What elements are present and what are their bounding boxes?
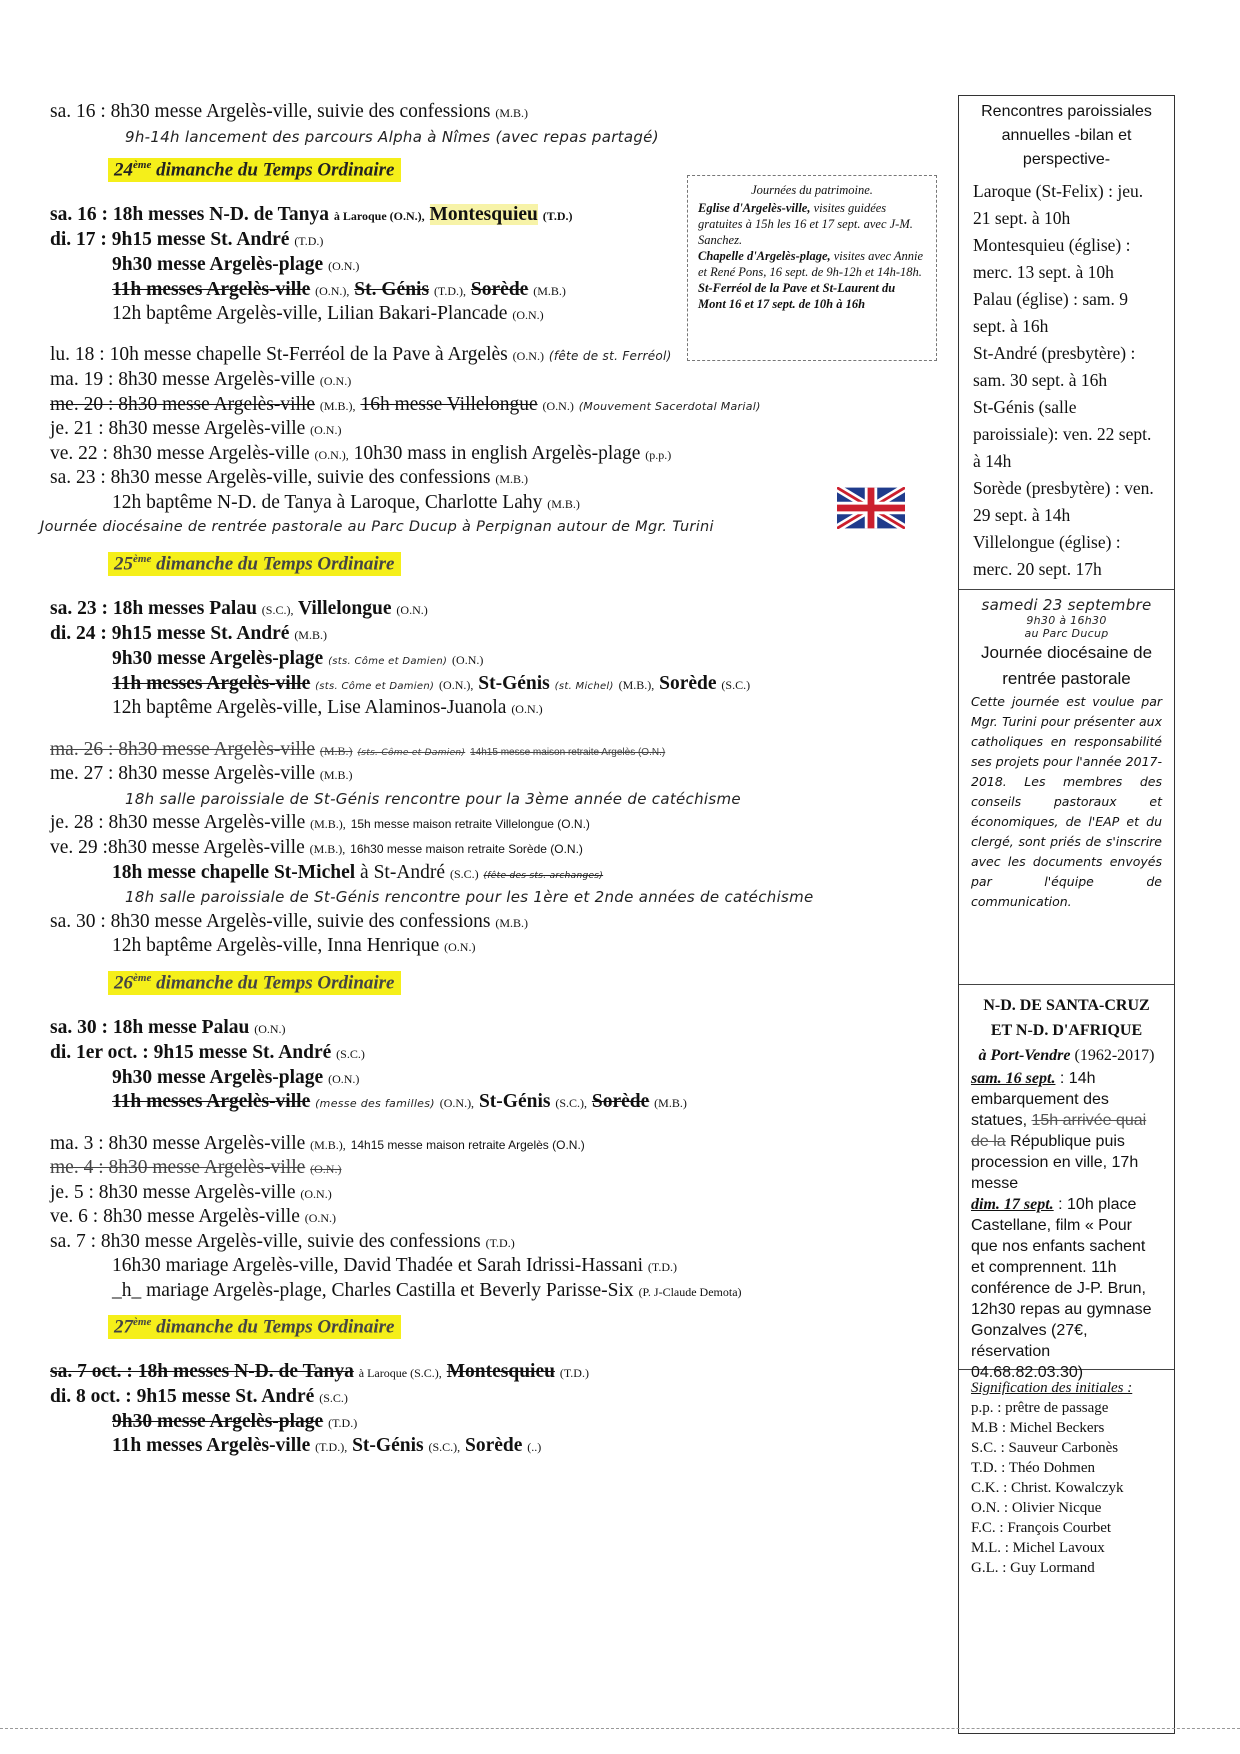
line-di24-ville: 11h messes Argelès-ville (sts. Côme et Damien) (O.N.), St-Génis (st. Michel) (M.B.), Sorède (S.C.) xyxy=(112,673,751,694)
line-sa23-evening: sa. 23 : 18h messes Palau (S.C.), Villelongue (O.N.) xyxy=(50,598,428,619)
line-sa30-evening: sa. 30 : 18h messe Palau (O.N.) xyxy=(50,1017,286,1038)
line-di8: di. 8 oct. : 9h15 messe St. André (S.C.) xyxy=(50,1386,348,1407)
line-me20: me. 20 : 8h30 messe Argelès-ville (M.B.), 16h messe Villelongue (O.N.) (Mouvement Sacerdotal Marial) xyxy=(50,394,761,415)
line-di17: di. 17 : 9h15 messe St. André (T.D.) xyxy=(50,229,324,250)
journee-title: Journée diocésaine de rentrée pastorale xyxy=(980,643,1153,688)
line-lu18: lu. 18 : 10h messe chapelle St-Ferréol de la Pave à Argelès (O.N.) (fête de st. Ferréol) xyxy=(50,344,672,365)
rencontre-villelongue: Villelongue (église) : merc. 20 sept. 17h xyxy=(973,532,1121,579)
sunday-26-heading: 26ème dimanche du Temps Ordinaire xyxy=(108,971,401,995)
initial-sc: S.C. : Sauveur Carbonès xyxy=(971,1440,1119,1456)
line-je5: je. 5 : 8h30 messe Argelès-ville (O.N.) xyxy=(50,1182,332,1203)
rencontre-laroque: Laroque (St-Felix) : jeu. 21 sept. à 10h xyxy=(973,181,1144,228)
line-ve22: ve. 22 : 8h30 messe Argelès-ville (O.N.), 10h30 mass in english Argelès-plage (p.p.) xyxy=(50,443,672,464)
initials-box xyxy=(959,1370,1174,1733)
santa-cruz-title-1: N-D. DE SANTA-CRUZ xyxy=(983,997,1150,1014)
santa-cruz-place: à Port-Vendre (1962-2017) xyxy=(978,1047,1155,1064)
line-sa7: sa. 7 : 8h30 messe Argelès-ville, suivie des confessions (T.D.) xyxy=(50,1231,515,1252)
rencontre-montesquieu: Montesquieu (église) : merc. 13 sept. à 10h xyxy=(973,235,1131,282)
rencontre-sorede: Sorède (presbytère) : ven. 29 sept. à 14h xyxy=(973,478,1154,525)
line-ma19: ma. 19 : 8h30 messe Argelès-ville (O.N.) xyxy=(50,369,352,390)
line-di17-ville: 11h messes Argelès-ville (O.N.), St. Génis (T.D.), Sorède (M.B.) xyxy=(112,279,566,300)
santa-cruz-dim: dim. 17 sept. : 10h place Castellane, film « Pour que nos enfants sachent et comprennent. 11h conférence de J-P. Brun, 12h30 repas au gymnase Gonzalves (27€, réservation 04.68.82.03.30) xyxy=(971,1196,1152,1381)
line-catechisme-3: 18h salle paroissiale de St-Génis rencontre pour la 3ème année de catéchisme xyxy=(125,790,741,808)
line-sa7-evening: sa. 7 oct. : 18h messes N-D. de Tanya à Laroque (S.C.), Montesquieu (T.D.) xyxy=(50,1361,589,1382)
line-alpha: 9h-14h lancement des parcours Alpha à Nîmes (avec repas partagé) xyxy=(125,128,659,146)
line-bapteme-inna: 12h baptême Argelès-ville, Inna Henrique (O.N.) xyxy=(112,935,476,956)
line-ve6: ve. 6 : 8h30 messe Argelès-ville (O.N.) xyxy=(50,1206,337,1227)
patrimoine-eglise: Eglise d'Argelès-ville, visites guidées gratuites à 15h les 16 et 17 sept. avec J-M. Sanchez. xyxy=(698,201,913,247)
line-di24-plage: 9h30 messe Argelès-plage (sts. Côme et Damien) (O.N.) xyxy=(112,648,484,669)
line-catechisme-1-2: 18h salle paroissiale de St-Génis rencontre pour les 1ère et 2nde années de catéchisme xyxy=(125,888,814,906)
sunday-27-heading: 27ème dimanche du Temps Ordinaire xyxy=(108,1315,401,1339)
patrimoine-st-ferreol: St-Ferréol de la Pave et St-Laurent du Mont 16 et 17 sept. de 10h à 16h xyxy=(698,281,896,311)
santa-cruz-sam: sam. 16 sept. : 14h embarquement des statues, 15h arrivée quai de la République puis procession en ville, 17h messe xyxy=(971,1070,1147,1192)
initial-gl: G.L. : Guy Lormand xyxy=(971,1560,1095,1576)
line-st-michel: 18h messe chapelle St-Michel à St-André (S.C.) (fête des sts. archanges) xyxy=(112,862,604,883)
bottom-divider xyxy=(0,1728,1240,1729)
line-sa30: sa. 30 : 8h30 messe Argelès-ville, suivie des confessions (M.B.) xyxy=(50,911,529,932)
line-ve29: ve. 29 :8h30 messe Argelès-ville (M.B.), 16h30 messe maison retraite Sorède (O.N.) xyxy=(50,837,583,858)
santa-cruz-box xyxy=(959,985,1174,1381)
line-mariage-david: 16h30 mariage Argelès-ville, David Thadée et Sarah Idrissi-Hassani (T.D.) xyxy=(112,1255,678,1276)
sidebar xyxy=(958,95,1175,1734)
initials-title: Signification des initiales : xyxy=(971,1380,1133,1396)
line-di17-plage: 9h30 messe Argelès-plage (O.N.) xyxy=(112,254,360,275)
line-di1-plage: 9h30 messe Argelès-plage (O.N.) xyxy=(112,1067,360,1088)
journee-place: au Parc Ducup xyxy=(1024,627,1109,640)
rencontres-title: Rencontres paroissiales annuelles -bilan et perspective- xyxy=(981,103,1152,168)
line-me27: me. 27 : 8h30 messe Argelès-ville (M.B.) xyxy=(50,763,353,784)
line-di8-plage: 9h30 messe Argelès-plage (T.D.) xyxy=(112,1411,358,1432)
sunday-24-heading: 24ème dimanche du Temps Ordinaire xyxy=(108,158,401,182)
journee-date: samedi 23 septembre xyxy=(981,596,1152,614)
line-je28: je. 28 : 8h30 messe Argelès-ville (M.B.), 15h messe maison retraite Villelongue (O.N.) xyxy=(50,812,590,833)
line-di1: di. 1er oct. : 9h15 messe St. André (S.C.) xyxy=(50,1042,365,1063)
line-di8-ville: 11h messes Argelès-ville (T.D.), St-Génis (S.C.), Sorède (..) xyxy=(112,1435,542,1456)
line-bapteme-lise: 12h baptême Argelès-ville, Lise Alaminos-Juanola (O.N.) xyxy=(112,697,543,718)
line-di24: di. 24 : 9h15 messe St. André (M.B.) xyxy=(50,623,327,644)
sunday-25-heading: 25ème dimanche du Temps Ordinaire xyxy=(108,552,401,576)
line-sa16-evening: sa. 16 : 18h messes N-D. de Tanya à Laroque (O.N.), Montesquieu (T.D.) xyxy=(50,204,573,225)
line-sa23: sa. 23 : 8h30 messe Argelès-ville, suivie des confessions (M.B.) xyxy=(50,467,529,488)
patrimoine-chapelle: Chapelle d'Argelès-plage, visites avec Annie et René Pons, 16 sept. de 9h-12h et 14h-18h. xyxy=(698,249,924,279)
initial-ck: C.K. : Christ. Kowalczyk xyxy=(971,1480,1124,1496)
initial-on: O.N. : Olivier Nicque xyxy=(971,1500,1102,1516)
initial-ml: M.L. : Michel Lavoux xyxy=(971,1540,1105,1556)
line-ma26: ma. 26 : 8h30 messe Argelès-ville (M.B.) (sts. Côme et Damien) 14h15 messe maison retraite Argelès (O.N.) xyxy=(50,739,666,760)
initial-pp: p.p. : prêtre de passage xyxy=(971,1400,1109,1416)
line-bapteme-lilian: 12h baptême Argelès-ville, Lilian Bakari-Plancade (O.N.) xyxy=(112,303,544,324)
line-me4: me. 4 : 8h30 messe Argelès-ville (O.N.) xyxy=(50,1157,342,1178)
santa-cruz-title-2: ET N-D. D'AFRIQUE xyxy=(990,1022,1143,1039)
line-bapteme-charlotte: 12h baptême N-D. de Tanya à Laroque, Charlotte Lahy (M.B.) xyxy=(112,492,580,513)
rencontres-box xyxy=(959,96,1174,590)
line-sa16: sa. 16 : 8h30 messe Argelès-ville, suivie des confessions (M.B.) xyxy=(50,101,529,122)
journee-text: Cette journée est voulue par Mgr. Turini pour présenter aux catholiques en responsabilité ses projets pour l'année 2017-2018. Les membres des conseils pastoraux et économiques, de l'EAP et du clergé, sont priés de s'inscrire avec les documents envoyés par l'équipe de communication. xyxy=(971,694,1162,909)
patrimoine-title: Journées du patrimoine. xyxy=(751,183,873,197)
line-je21: je. 21 : 8h30 messe Argelès-ville (O.N.) xyxy=(50,418,342,439)
initial-td: T.D. : Théo Dohmen xyxy=(971,1460,1096,1476)
patrimoine-box xyxy=(687,175,937,361)
rencontre-palau: Palau (église) : sam. 9 sept. à 16h xyxy=(973,289,1129,336)
rencontre-st-genis: St-Génis (salle paroissiale): ven. 22 sept. à 14h xyxy=(973,397,1152,471)
line-di1-ville: 11h messes Argelès-ville (messe des familles) (O.N.), St-Génis (S.C.), Sorède (M.B.) xyxy=(112,1091,687,1112)
line-journee-diocesaine: Journée diocésaine de rentrée pastorale au Parc Ducup à Perpignan autour de Mgr. Turini xyxy=(40,519,714,535)
initial-fc: F.C. : François Courbet xyxy=(971,1520,1112,1536)
rencontre-st-andre: St-André (presbytère) : sam. 30 sept. à 16h xyxy=(973,343,1136,390)
union-jack-flag-icon xyxy=(837,487,905,529)
journee-diocesaine-box xyxy=(959,590,1174,985)
line-mariage-charles: _h_ mariage Argelès-plage, Charles Castilla et Beverly Parisse-Six (P. J-Claude Demota) xyxy=(112,1280,742,1301)
journee-time: 9h30 à 16h30 xyxy=(1026,614,1107,627)
initial-mb: M.B : Michel Beckers xyxy=(971,1420,1105,1436)
line-ma3: ma. 3 : 8h30 messe Argelès-ville (M.B.), 14h15 messe maison retraite Argelès (O.N.) xyxy=(50,1133,585,1154)
